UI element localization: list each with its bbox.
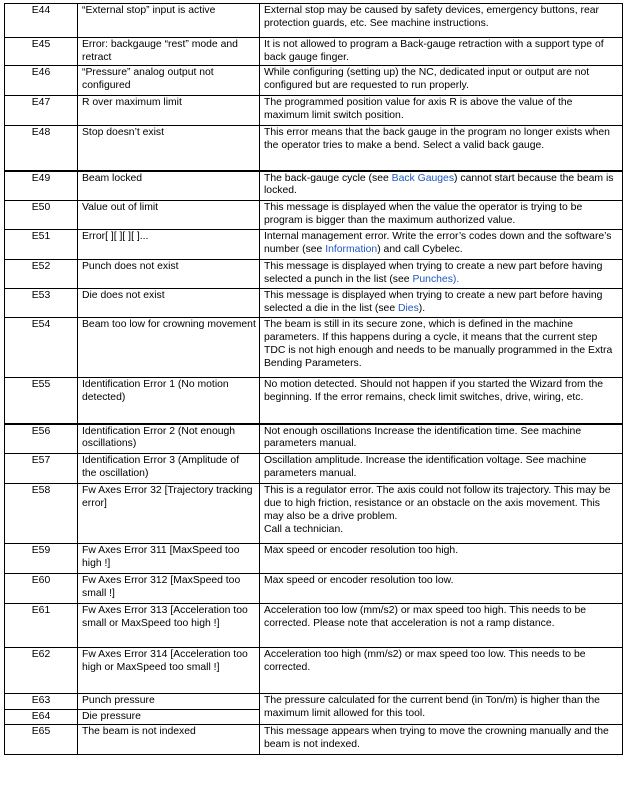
table-row — [5, 260, 623, 289]
error-code: E53 — [5, 289, 78, 318]
table-row — [5, 694, 623, 710]
description-text: This message is displayed when trying to create a new part before having selected a punch in the list (see — [264, 261, 603, 285]
error-code: E49 — [5, 171, 78, 201]
error-description: The pressure calculated for the current bend (in Ton/m) is higher than the maximum limit allowed for this tool. — [260, 694, 623, 725]
error-description — [260, 230, 623, 260]
error-label: Die pressure — [78, 710, 260, 725]
table-row — [5, 648, 623, 694]
error-label: Beam too low for crowning movement — [78, 318, 260, 378]
table-row — [5, 126, 623, 171]
description-text: This is a regulator error. The axis could not follow its trajectory. This may be due to high friction, resistance or an obstacle on the axis movement. This may also be a drive problem. — [264, 485, 611, 522]
error-label: Error[ ][ ][ ][ ]... — [78, 230, 260, 260]
error-description: Max speed or encoder resolution too low. — [260, 574, 623, 604]
error-description — [260, 289, 623, 318]
error-description: Max speed or encoder resolution too high. — [260, 544, 623, 574]
table-row — [5, 318, 623, 378]
error-code: E57 — [5, 454, 78, 484]
error-label: Value out of limit — [78, 201, 260, 230]
error-label: Identification Error 3 (Amplitude of the oscillation) — [78, 454, 260, 484]
error-label: “Pressure” analog output not configured — [78, 66, 260, 96]
error-label: Stop doesn’t exist — [78, 126, 260, 171]
error-label: Fw Axes Error 32 [Trajectory tracking error] — [78, 484, 260, 544]
table-row — [5, 544, 623, 574]
error-code: E56 — [5, 424, 78, 454]
error-label: The beam is not indexed — [78, 725, 260, 755]
error-label: Punch pressure — [78, 694, 260, 710]
table-row — [5, 201, 623, 230]
information-link[interactable]: Information — [325, 243, 378, 255]
error-description: This message appears when trying to move the crowning manually and the beam is not indexed. — [260, 725, 623, 755]
description-text: Internal management error. Write the error’s codes down and the software’s number (see — [264, 231, 612, 255]
description-text: ) and call Cybelec. — [377, 243, 463, 255]
error-code: E63 — [5, 694, 78, 710]
error-description: Oscillation amplitude. Increase the identification voltage. See machine parameters manual. — [260, 454, 623, 484]
error-code: E60 — [5, 574, 78, 604]
error-description — [260, 171, 623, 201]
table-row — [5, 289, 623, 318]
table-row — [5, 171, 623, 201]
error-code: E44 — [5, 4, 78, 38]
error-code: E47 — [5, 96, 78, 126]
error-code: E48 — [5, 126, 78, 171]
error-description: The programmed position value for axis R is above the value of the maximum limit switch position. — [260, 96, 623, 126]
error-code: E59 — [5, 544, 78, 574]
table-row — [5, 424, 623, 454]
description-note: Call a technician. — [264, 523, 344, 535]
error-description: The beam is still in its secure zone, which is defined in the machine parameters. If this happens during a cycle, it means that the current step TDC is not high enough and needs to be manually programmed in the Extra Bending Parameters. — [260, 318, 623, 378]
error-code: E65 — [5, 725, 78, 755]
error-code: E64 — [5, 710, 78, 725]
error-code: E51 — [5, 230, 78, 260]
error-label: Fw Axes Error 313 [Acceleration too small or MaxSpeed too high !] — [78, 604, 260, 648]
error-code: E46 — [5, 66, 78, 96]
error-code: E52 — [5, 260, 78, 289]
error-description: External stop may be caused by safety devices, emergency buttons, rear protection guards, etc. See machine instructions. — [260, 4, 623, 38]
error-description: Acceleration too high (mm/s2) or max speed too low. This needs to be corrected. — [260, 648, 623, 694]
error-description: Not enough oscillations Increase the identification time. See machine parameters manual. — [260, 424, 623, 454]
error-label: Die does not exist — [78, 289, 260, 318]
description-text: This message is displayed when trying to create a new part before having selected a die in the list (see — [264, 290, 603, 314]
error-code: E54 — [5, 318, 78, 378]
table-row — [5, 725, 623, 755]
back-gauges-link[interactable]: Back Gauges — [391, 172, 455, 184]
table-row — [5, 96, 623, 126]
error-code: E55 — [5, 378, 78, 424]
table-row — [5, 230, 623, 260]
error-label: Beam locked — [78, 171, 260, 201]
error-label: “External stop” input is active — [78, 4, 260, 38]
table-row — [5, 66, 623, 96]
error-description: This error means that the back gauge in the program no longer exists when the operator tries to make a bend. Select a valid back gauge. — [260, 126, 623, 171]
description-text: ). — [418, 302, 426, 314]
error-code: E61 — [5, 604, 78, 648]
table-row — [5, 38, 623, 66]
error-description: While configuring (setting up) the NC, dedicated input or output are not configured but are requested to run properly. — [260, 66, 623, 96]
error-description: This message is displayed when the value the operator is trying to be program is bigger than the maximum authorized value. — [260, 201, 623, 230]
table-row — [5, 378, 623, 424]
dies-link[interactable]: Dies — [398, 302, 419, 314]
error-code: E58 — [5, 484, 78, 544]
error-label: Identification Error 1 (No motion detected) — [78, 378, 260, 424]
error-code: E50 — [5, 201, 78, 230]
error-code: E45 — [5, 38, 78, 66]
table-row — [5, 604, 623, 648]
error-label: Fw Axes Error 311 [MaxSpeed too high !] — [78, 544, 260, 574]
punches-link[interactable]: Punches). — [412, 273, 460, 285]
description-text: The back-gauge cycle (see — [264, 172, 392, 184]
error-label: Identification Error 2 (Not enough oscillations) — [78, 424, 260, 454]
error-description — [260, 260, 623, 289]
error-description: Acceleration too low (mm/s2) or max speed too high. This needs to be corrected. Please note that acceleration is not a ramp distance. — [260, 604, 623, 648]
error-code: E62 — [5, 648, 78, 694]
table-row — [5, 454, 623, 484]
error-description: It is not allowed to program a Back-gauge retraction with a support type of back gauge finger. — [260, 38, 623, 66]
error-label: Error: backgauge “rest” mode and retract — [78, 38, 260, 66]
error-label: Fw Axes Error 314 [Acceleration too high or MaxSpeed too small !] — [78, 648, 260, 694]
error-description: No motion detected. Should not happen if you started the Wizard from the beginning. If the error remains, check limit switches, drive, wiring, etc. — [260, 378, 623, 424]
error-description — [260, 484, 623, 544]
error-label: R over maximum limit — [78, 96, 260, 126]
error-label: Fw Axes Error 312 [MaxSpeed too small !] — [78, 574, 260, 604]
table-row — [5, 484, 623, 544]
error-code-table — [4, 3, 623, 755]
table-row — [5, 574, 623, 604]
error-label: Punch does not exist — [78, 260, 260, 289]
table-row — [5, 4, 623, 38]
description-text: ) cannot start because the beam is locked. — [264, 172, 614, 197]
